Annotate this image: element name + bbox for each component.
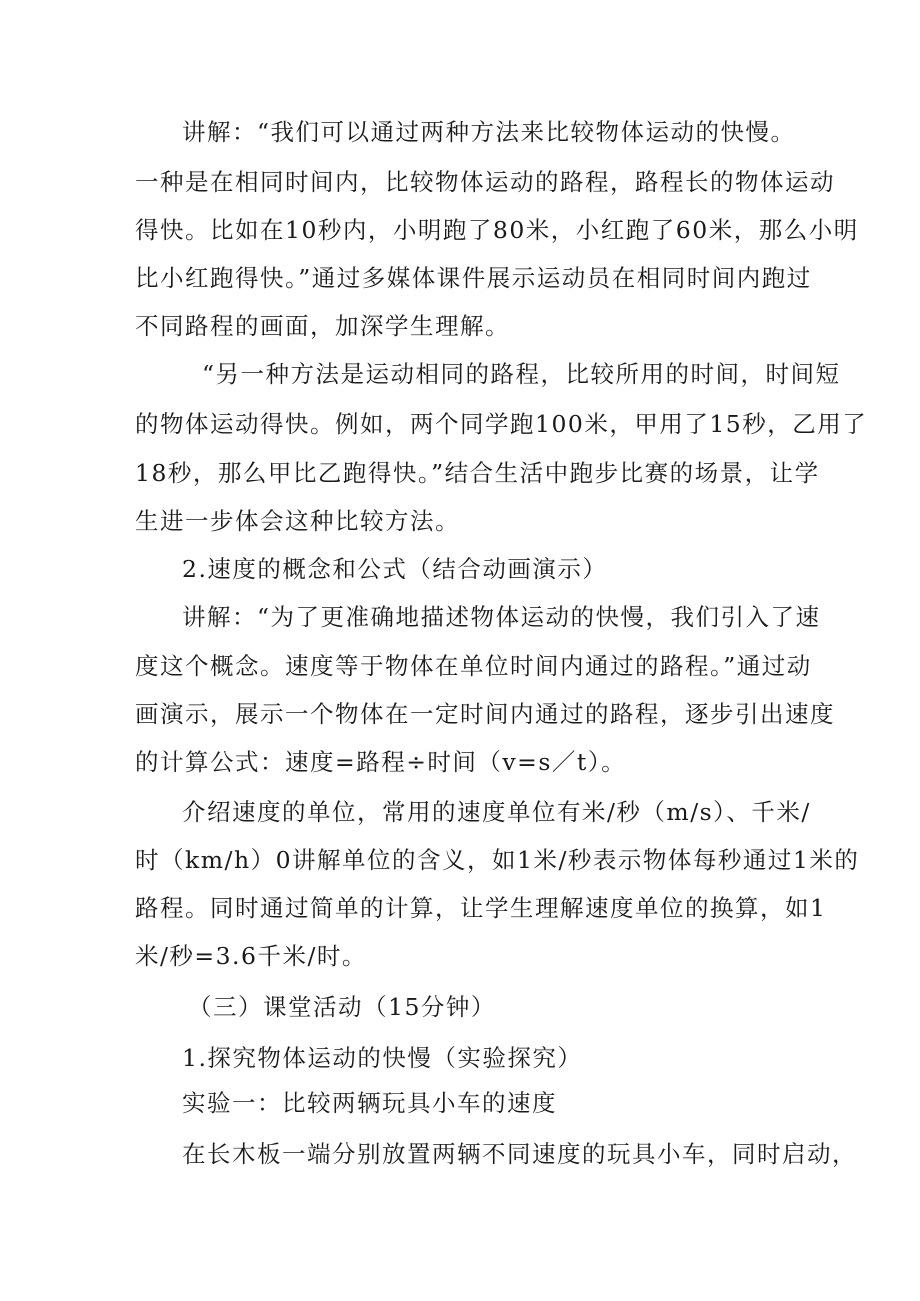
text-line-9: 生进一步体会这种比较方法。: [135, 507, 460, 535]
text-line-1: 讲解：“我们可以通过两种方法来比较物体运动的快慢。: [182, 118, 796, 146]
text-line-18: 米/秒=3.6千米/时。: [135, 942, 367, 970]
section-heading-3: （三）课堂活动（15分钟）: [188, 993, 496, 1021]
text-line-13: 画演示，展示一个物体在一定时间内通过的路程，逐步引出速度: [135, 700, 835, 728]
text-line-15: 介绍速度的单位，常用的速度单位有米/秒（m/s）、千米/: [182, 798, 811, 826]
text-line-14: 的计算公式：速度=路程÷时间（v=s／t）。: [135, 748, 627, 776]
text-line-17: 路程。同时通过简单的计算，让学生理解速度单位的换算，如1: [135, 894, 827, 922]
text-line-16: 时（km/h）0讲解单位的含义，如1米/秒表示物体每秒通过1米的: [135, 846, 860, 874]
section-heading-2: 2.速度的概念和公式（结合动画演示）: [182, 555, 608, 583]
experiment-heading: 实验一：比较两辆玩具小车的速度: [182, 1089, 557, 1117]
text-line-6: “另一种方法是运动相同的路程，比较所用的时间，时间短: [202, 360, 841, 388]
text-line-5: 不同路程的画面，加深学生理解。: [135, 312, 510, 340]
text-line-11: 讲解：“为了更准确地描述物体运动的快慢，我们引入了速: [182, 603, 821, 631]
text-line-8: 18秒，那么甲比乙跑得快。”结合生活中跑步比赛的场景，让学: [135, 459, 820, 487]
text-line-3: 得快。比如在10秒内，小明跑了80米，小红跑了60米，那么小明: [135, 216, 859, 244]
text-line-2: 一种是在相同时间内，比较物体运动的路程，路程长的物体运动: [135, 168, 835, 196]
text-line-22: 在长木板一端分别放置两辆不同速度的玩具小车，同时启动，: [182, 1140, 857, 1168]
text-line-12: 度这个概念。速度等于物体在单位时间内通过的路程。”通过动: [135, 652, 812, 680]
text-line-4: 比小红跑得快。”通过多媒体课件展示运动员在相同时间内跑过: [135, 264, 812, 292]
subsection-heading-1: 1.探究物体运动的快慢（实验探究）: [182, 1044, 583, 1072]
text-line-7: 的物体运动得快。例如，两个同学跑100米，甲用了15秒，乙用了: [135, 410, 868, 438]
